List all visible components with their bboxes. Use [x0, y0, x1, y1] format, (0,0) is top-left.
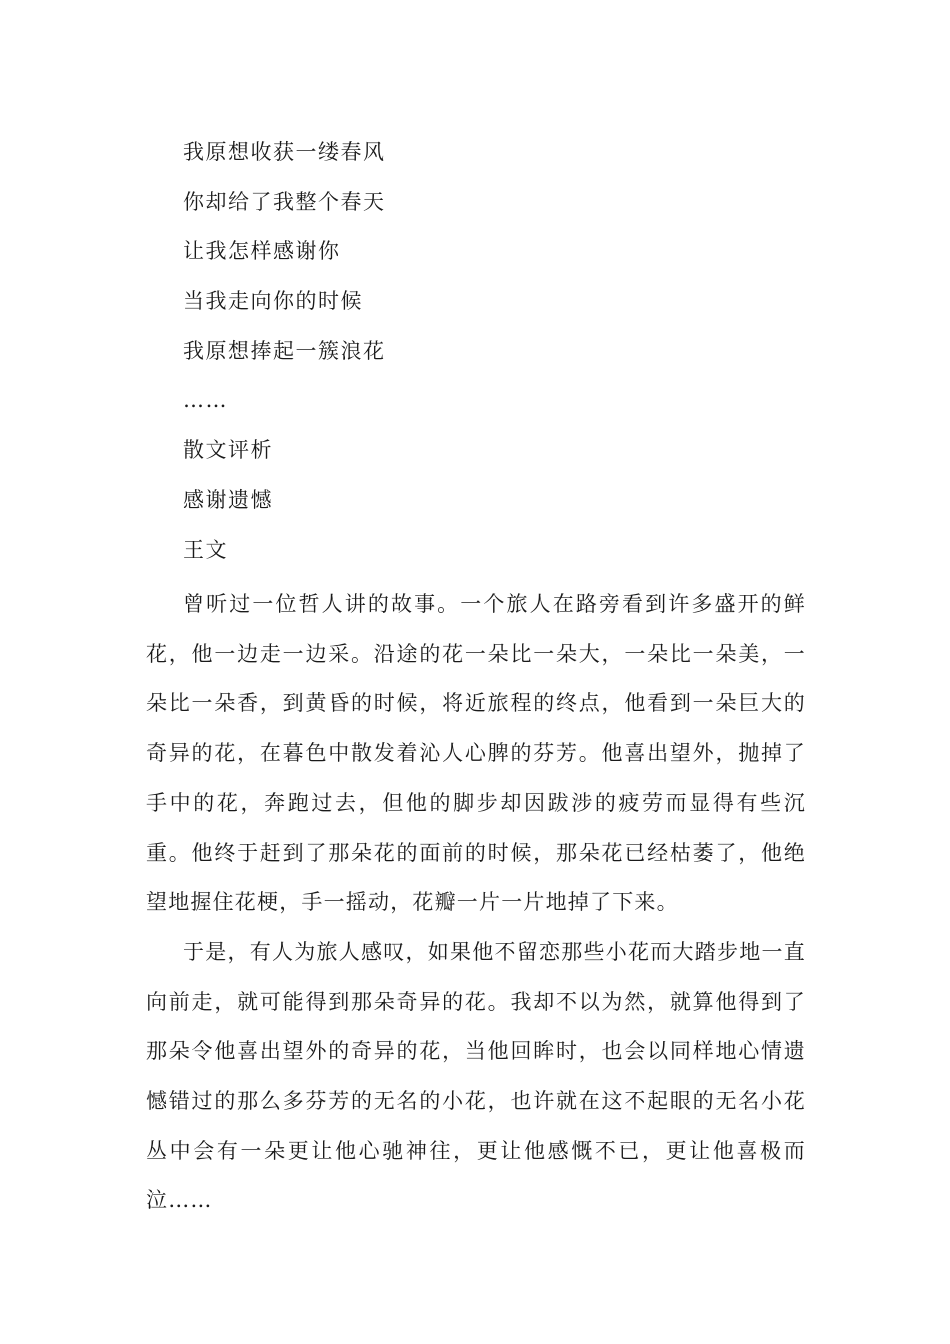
poem-block	[183, 134, 386, 581]
essay-title: 感谢遗憾	[183, 487, 273, 512]
poem-line: 我原想收获一缕春风	[183, 140, 386, 164]
essay-author: 王文	[183, 537, 228, 562]
poem-line: 让我怎样感谢你	[183, 239, 341, 264]
poem-line: 你却给了我整个春天	[183, 189, 386, 214]
poem-line: 当我走向你的时候	[183, 289, 363, 314]
poem-ellipsis: ……	[183, 388, 228, 413]
essay-body	[146, 580, 806, 1226]
section-label: 散文评析	[183, 438, 273, 463]
paragraph: 于是，有人为旅人感叹，如果他不留恋那些小花而大踏步地一直向前走，就可能得到那朵奇异的花。我却不以为然，就算他得到了那朵令他喜出望外的奇异的花，当他回眸时，也会以同样地心情遗憾错过的那么多芬芳的无名的小花，也许就在这不起眼的无名小花丛中会有一朵更让他心驰神往，更让他感慨不已，更让他喜极而泣……	[146, 939, 806, 1213]
paragraph: 曾听过一位哲人讲的故事。一个旅人在路旁看到许多盛开的鲜花，他一边走一边采。沿途的花一朵比一朵大，一朵比一朵美，一朵比一朵香，到黄昏的时候，将近旅程的终点，他看到一朵巨大的奇异的花，在暮色中散发着沁人心脾的芬芳。他喜出望外，抛掉了手中的花，奔跑过去，但他的脚步却因跋涉的疲劳而显得有些沉重。他终于赶到了那朵花的面前的时候，那朵花已经枯萎了，他绝望地握住花梗，手一摇动，花瓣一片一片地掉了下来。	[146, 592, 806, 915]
poem-line: 我原想捧起一簇浪花	[183, 338, 386, 363]
